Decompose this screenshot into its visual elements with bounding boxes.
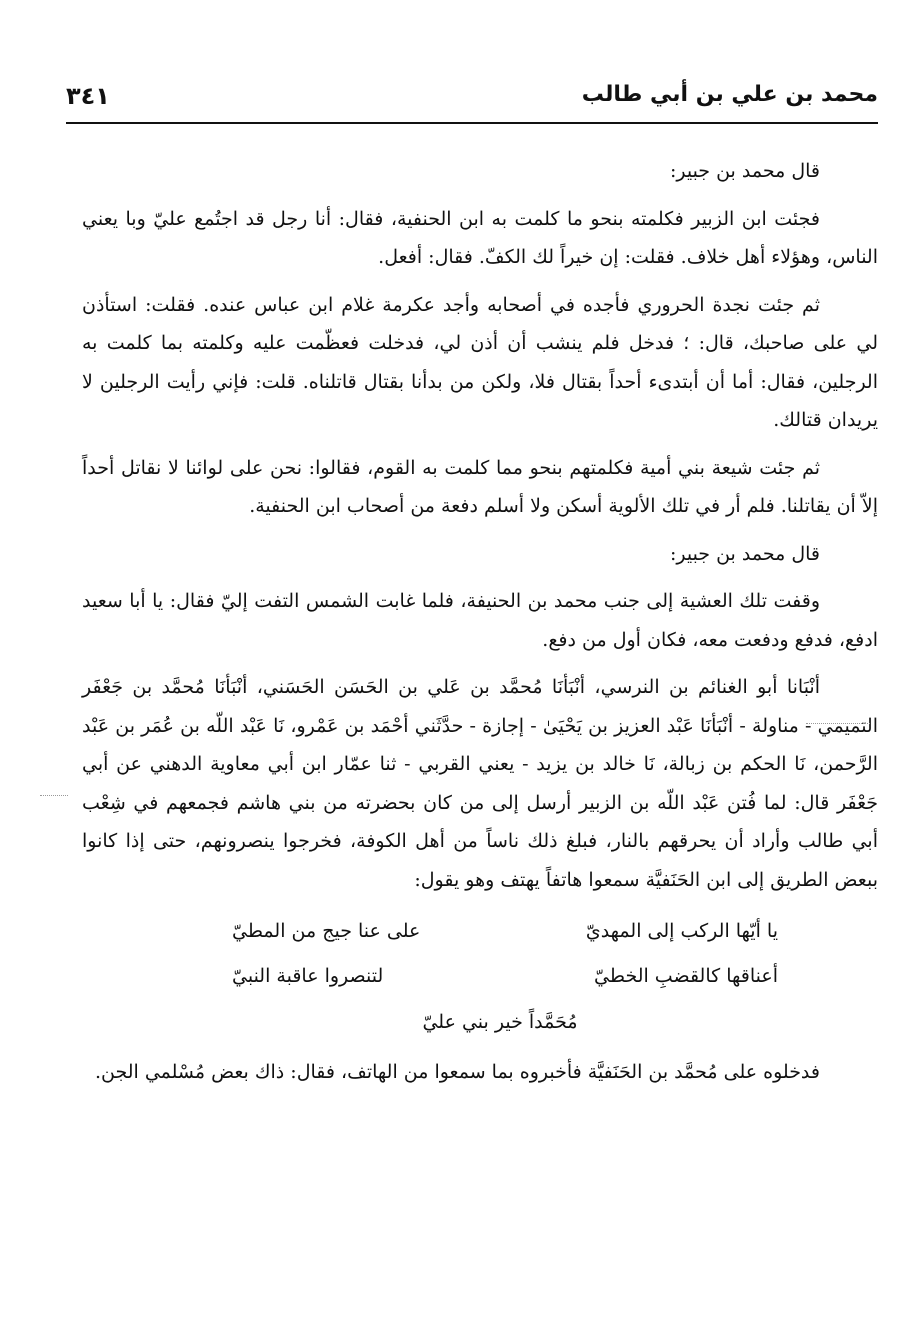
paragraph-narrator-2: قال محمد بن جبير: (669, 542, 820, 565)
running-title: محمد بن علي بن أبي طالب (581, 82, 878, 107)
paragraph-isnad: أنْبَانا أبو الغنائم بن النرسي، أنْبَأنَا مُحمَّد بن عَلي بن الحَسَن الحَسَني، أنْبَأنَا مُحمَّد بن جَعْفَر التميمي - مناولة - أنْبَأنَا عَبْد العزيز بن يَحْيَىٰ - إجازة - حدَّثَني أحْمَد بن عَمْرو، نَا عَبْد اللّه بن عُمَر بن عَبْد الرَّحمن، نَا الحكم بن زبالة، نَا خالد بن يزيد - يعني القربي - ثنا عمّار ابن أبي معاوية الدهني عن أبي جَعْفَر قال: لما فُتن عَبْد اللّه بن الزبير أرسل إلى من كان بحضرته من بني هاشم فجمعهم في شِعْب أبي طالب وأراد أن يحرقهم بالنار، فبلغ ذلك ناساً من أهل الكوفة، فخرجوا ينصرونهم، حتى إذا كانوا ببعض الطريق إلى ابن الحَنَفيَّة سمعوا هاتفاً يهتف وهو يقول: (82, 676, 878, 891)
verse-2-second-hemistich: لتنصروا عاقبة النبيّ (232, 965, 384, 987)
verse-2-first-hemistich: أعناقها كالقضبِ الخطيّ (594, 965, 778, 987)
poem (82, 909, 878, 1045)
paragraph-umayya: ثم جئت شيعة بني أمية فكلمتهم بنحو مما كلمت به القوم، فقالوا: نحن على لوائنا لا نقاتل أحداً إلاّ أن يقاتلنا. فلم أر في تلك الألوية أسكن ولا أسلم دفعة من أصحاب ابن الحنفية. (82, 456, 878, 517)
paragraph-conclusion: فدخلوه على مُحمَّد بن الحَنَفيَّة فأخبروه بما سمعوا من الهاتف، فقال: ذاك بعض مُسْلمي الجن. (94, 1061, 820, 1083)
body-text (82, 152, 878, 1101)
poem-verse-1 (82, 909, 878, 954)
margin-dotted-mark (806, 723, 870, 724)
paragraph-narrator-1: قال محمد بن جبير: (669, 160, 820, 182)
page-number: ٣٤١ (66, 82, 110, 110)
page-header (66, 80, 878, 124)
paragraph-evening: وقفت تلك العشية إلى جنب محمد بن الحنيفة، فلما غابت الشمس التفت إليّ فقال: يا أبا سعيد ادفع، فدفع ودفعت معه، فكان أول من دفع. (82, 590, 878, 651)
paragraph-najda: ثم جئت نجدة الحروري فأجده في أصحابه وأجد عكرمة غلام ابن عباس عنده. فقلت: استأذن لي على صاحبك، قال: ؛ فدخل فلم ينشب أن أذن لي، فدخلت فعظّمت عليه وكلمته بما كلمت به الرجلين، فقال: أما أن أبتدىء أحداً بقتال فلا، ولكن من بدأنا بقتال قاتلناه. قلت: فإني رأيت الرجلين لا يريدان قتالك. (82, 293, 878, 431)
poem-verse-2 (82, 954, 878, 999)
margin-dotted-mark (40, 795, 68, 796)
verse-1-first-hemistich: يا أيّها الركب إلى المهديّ (585, 920, 778, 942)
verse-1-second-hemistich: على عنا جيج من المطيّ (232, 920, 421, 942)
paragraph-ibn-zubayr: فجئت ابن الزبير فكلمته بنحو ما كلمت به ابن الحنفية، فقال: أنا رجل قد اجتُمع عليّ وبا يعني الناس، وهؤلاء أهل خلاف. فقلت: إن خيراً لك الكفّ. فقال: أفعل. (82, 207, 878, 268)
poem-verse-3: مُحَمَّداً خير بني عليّ (422, 1011, 578, 1033)
